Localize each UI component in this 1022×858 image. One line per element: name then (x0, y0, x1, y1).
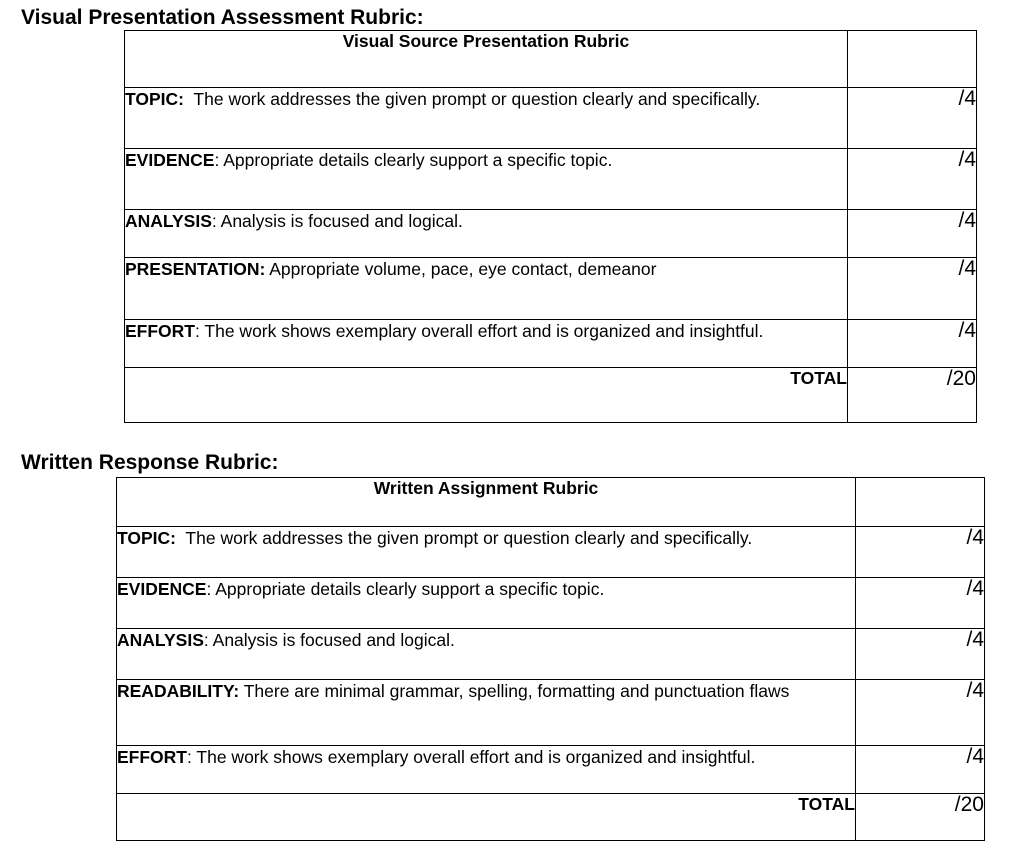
total-row (125, 368, 977, 423)
score-cell: /4 (856, 578, 985, 629)
table-row (117, 578, 985, 629)
score-cell: /4 (856, 629, 985, 680)
total-label: TOTAL (125, 368, 848, 423)
total-row (117, 794, 985, 841)
criterion-text: The work addresses the given prompt or question clearly and specifically. (193, 89, 761, 109)
score-cell: /4 (856, 746, 985, 794)
score-header-cell (856, 478, 985, 527)
table-row (125, 258, 977, 320)
criterion-text: : Analysis is focused and logical. (211, 211, 463, 231)
score-cell: /4 (848, 258, 977, 320)
criterion-text: : Analysis is focused and logical. (203, 630, 455, 650)
table-row (117, 629, 985, 680)
criterion-text: There are minimal grammar, spelling, formatting and punctuation flaws (243, 681, 790, 701)
score-cell: /4 (848, 88, 977, 149)
table-row (117, 680, 985, 746)
criterion-text: Appropriate volume, pace, eye contact, demeanor (269, 259, 657, 279)
score-cell: /4 (848, 149, 977, 210)
criterion-cell (125, 258, 848, 320)
criterion-cell (125, 88, 848, 149)
criterion-cell (125, 149, 848, 210)
table-row (125, 320, 977, 368)
table-row (117, 746, 985, 794)
written-rubric-table (116, 477, 985, 841)
visual-rubric-heading: Visual Presentation Assessment Rubric: (21, 6, 424, 29)
criterion-cell (125, 320, 848, 368)
written-rubric-heading: Written Response Rubric: (21, 451, 279, 474)
score-header-cell (848, 31, 977, 88)
table-title: Written Assignment Rubric (117, 478, 856, 527)
criterion-text: : The work shows exemplary overall effort and is organized and insightful. (195, 321, 764, 341)
criterion-text: The work addresses the given prompt or question clearly and specifically. (185, 528, 753, 548)
criterion-label: ANALYSIS (117, 630, 204, 650)
score-cell: /4 (848, 210, 977, 258)
criterion-text: : Appropriate details clearly support a specific topic. (206, 579, 605, 599)
criterion-label: EVIDENCE (125, 150, 215, 170)
visual-rubric-table (124, 30, 977, 423)
table-header-row (125, 31, 977, 88)
table-header-row (117, 478, 985, 527)
criterion-cell (125, 210, 848, 258)
criterion-text: : The work shows exemplary overall effort and is organized and insightful. (187, 747, 756, 767)
criterion-cell (117, 680, 856, 746)
criterion-cell (117, 629, 856, 680)
criterion-label: ANALYSIS (125, 211, 212, 231)
table-row (125, 88, 977, 149)
score-cell: /4 (856, 527, 985, 578)
total-score: /20 (856, 794, 985, 841)
total-score: /20 (848, 368, 977, 423)
criterion-label: PRESENTATION: (125, 259, 266, 279)
criterion-label: TOPIC: (125, 89, 184, 109)
total-label: TOTAL (117, 794, 856, 841)
table-title: Visual Source Presentation Rubric (125, 31, 848, 88)
criterion-cell (117, 578, 856, 629)
criterion-label: READABILITY: (117, 681, 240, 701)
criterion-text: : Appropriate details clearly support a specific topic. (214, 150, 613, 170)
criterion-label: TOPIC: (117, 528, 176, 548)
table-row (117, 527, 985, 578)
score-cell: /4 (848, 320, 977, 368)
criterion-label: EFFORT (117, 747, 187, 767)
score-cell: /4 (856, 680, 985, 746)
criterion-cell (117, 527, 856, 578)
criterion-label: EFFORT (125, 321, 195, 341)
criterion-label: EVIDENCE (117, 579, 207, 599)
criterion-cell (117, 746, 856, 794)
table-row (125, 149, 977, 210)
table-row (125, 210, 977, 258)
